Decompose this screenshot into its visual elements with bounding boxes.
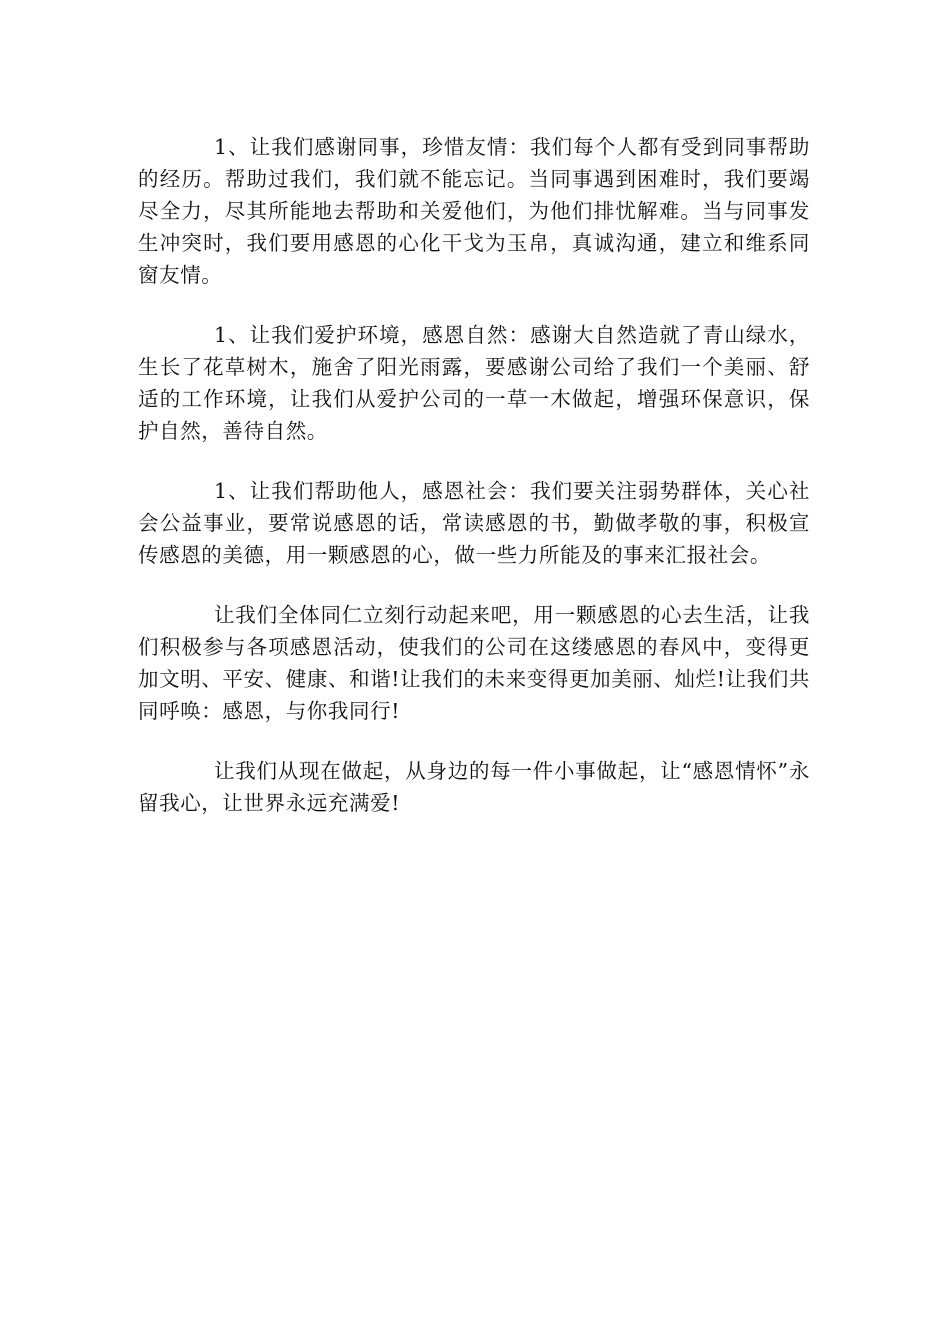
paragraph-thank-colleagues: 1、让我们感谢同事，珍惜友情：我们每个人都有受到同事帮助的经历。帮助过我们，我们就不能忘记。当同事遇到困难时，我们要竭尽全力，尽其所能地去帮助和关爱他们，为他们排忧解难。当与同事发生冲突时，我们要用感恩的心化干戈为玉帛，真诚沟通，建立和维系同窗友情。	[138, 135, 810, 287]
document-body	[138, 131, 810, 819]
paragraph-closing: 让我们从现在做起，从身边的每一件小事做起，让“感恩情怀”永留我心，让世界永远充满爱!	[138, 759, 810, 815]
paragraph-help-others: 1、让我们帮助他人，感恩社会：我们要关注弱势群体，关心社会公益事业，要常说感恩的话，常读感恩的书，勤做孝敬的事，积极宣传感恩的美德，用一颗感恩的心，做一些力所能及的事来汇报社会。	[138, 479, 810, 567]
paragraph-protect-environment: 1、让我们爱护环境，感恩自然：感谢大自然造就了青山绿水，生长了花草树木，施舍了阳光雨露，要感谢公司给了我们一个美丽、舒适的工作环境，让我们从爱护公司的一草一木做起，增强环保意识，保护自然，善待自然。	[138, 323, 810, 443]
paragraph-call-to-action: 让我们全体同仁立刻行动起来吧，用一颗感恩的心去生活，让我们积极参与各项感恩活动，使我们的公司在这缕感恩的春风中，变得更加文明、平安、健康、和谐!让我们的未来变得更加美丽、灿烂!让我们共同呼唤：感恩，与你我同行!	[138, 603, 810, 723]
